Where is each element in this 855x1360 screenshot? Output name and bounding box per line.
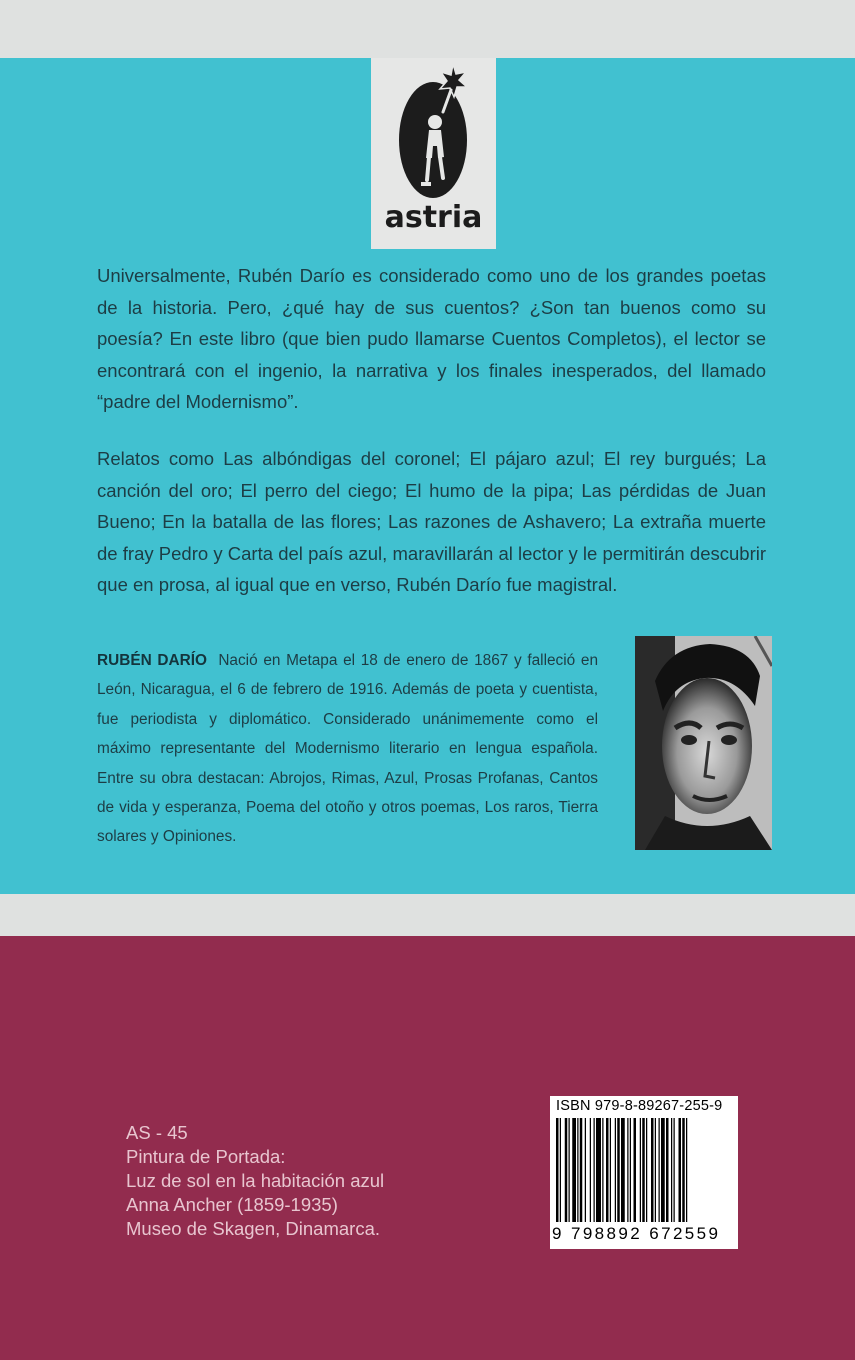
author-name: RUBÉN DARÍO: [97, 652, 207, 669]
isbn-label: ISBN 979-8-89267-255-9: [556, 1098, 723, 1114]
series-number: AS - 45: [126, 1122, 188, 1143]
colophon: [126, 1121, 446, 1241]
top-band: [0, 0, 855, 58]
description-paragraph-1: Universalmente, Rubén Darío es considerado como uno de los grandes poetas de la historia. Pero, ¿qué hay de sus cuentos? ¿Son tan buenos como su poesía? En este libro (que bien pudo llamarse Cuentos Completos), el lector se encontrará con el ingenio, la narrativa y los finales inesperados, del llamado “padre del Modernismo”.: [97, 265, 766, 412]
isbn-barcode: [550, 1096, 738, 1249]
barcode-bars: [554, 1118, 734, 1224]
astria-emblem-icon: [391, 62, 476, 200]
cover-painting-label: Pintura de Portada:: [126, 1146, 286, 1167]
middle-band: [0, 894, 855, 936]
author-bio-text: Nació en Metapa el 18 de enero de 1867 y falleció en León, Nicaragua, el 6 de febrero de 1916. Además de poeta y cuentista, fue periodista y diplomático. Considerado unánimemente como el máximo representante del Modernismo literario en lengua española. Entre su obra destacan: Abrojos, Rimas, Azul, Prosas Profanas, Cantos de vida y esperanza, Poema del otoño y otros poemas, Los raros, Tierra solares y Opiniones.: [97, 652, 599, 846]
museum: Museo de Skagen, Dinamarca.: [126, 1218, 380, 1239]
author-bio: [97, 646, 598, 852]
painter: Anna Ancher (1859-1935): [126, 1194, 338, 1215]
barcode-digits: 9 798892 672559: [552, 1224, 721, 1243]
painting-title: Luz de sol en la habitación azul: [126, 1170, 385, 1191]
publisher-logo: [371, 58, 496, 249]
author-portrait: [635, 636, 772, 850]
description-paragraph-2: Relatos como Las albóndigas del coronel; El pájaro azul; El rey burgués; La canción del oro; El perro del ciego; El humo de la pipa; Las pérdidas de Juan Bueno; En la batalla de las flores; Las razones de Ashavero; La extraña muerte de fray Pedro y Carta del país azul, maravillarán al lector y le permitirán descubrir que en prosa, al igual que en verso, Rubén Darío fue magistral.: [97, 448, 766, 595]
publisher-name: astria: [384, 200, 483, 235]
